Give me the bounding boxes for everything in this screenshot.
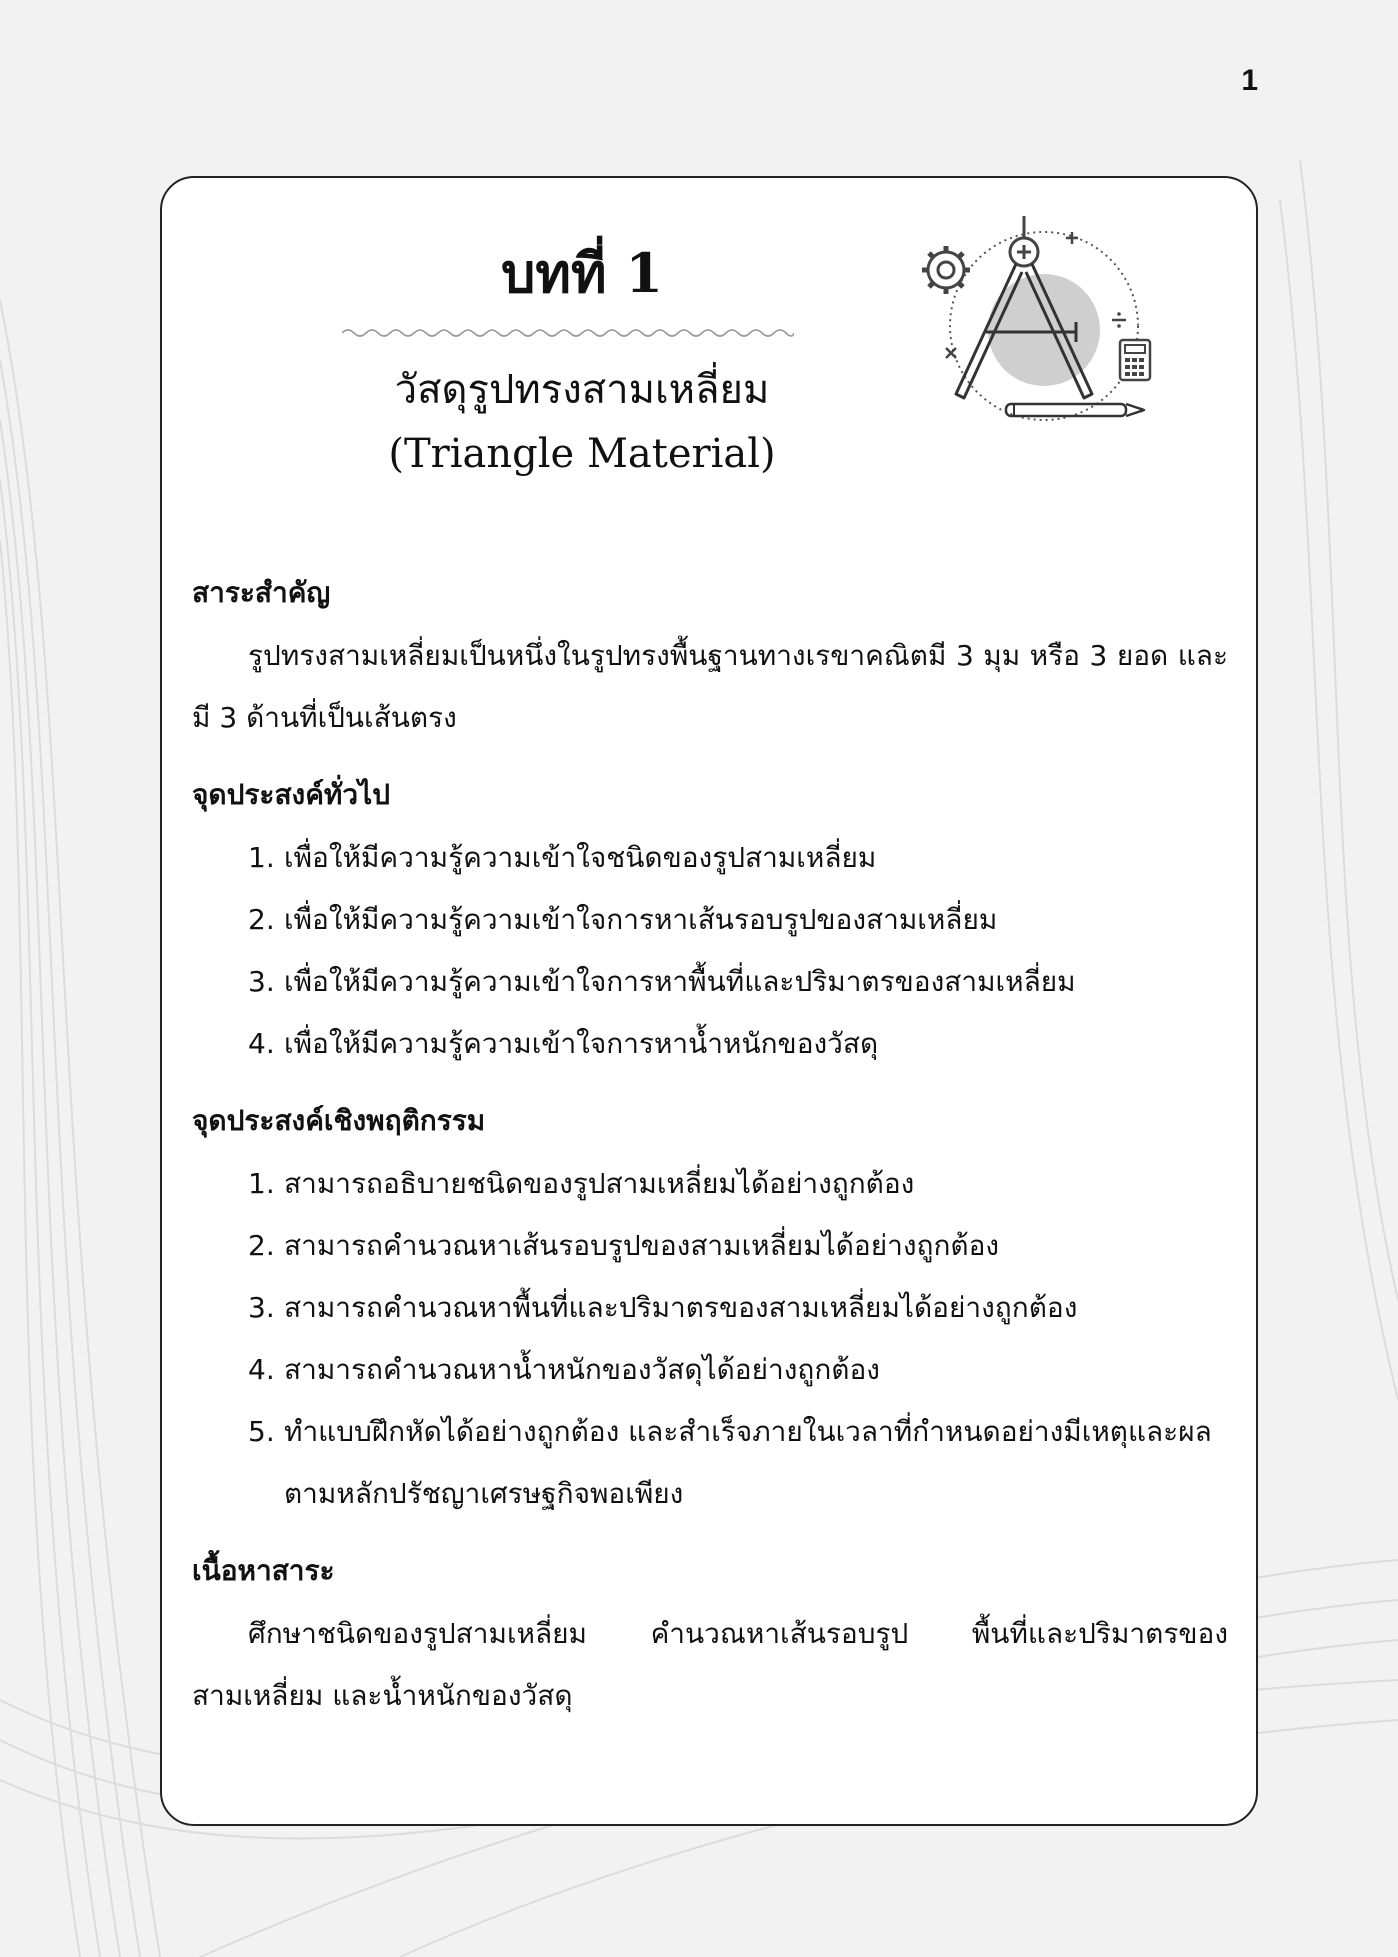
item-text: สามารถคำนวณหาพื้นที่และปริมาตรของสามเหลี่ยมได้อย่างถูกต้อง bbox=[284, 1291, 1078, 1324]
list-item bbox=[192, 951, 1228, 1013]
item-number: 1. bbox=[248, 841, 275, 874]
item-number: 4. bbox=[248, 1027, 275, 1060]
item-number: 3. bbox=[248, 1291, 275, 1324]
general-objectives-list bbox=[192, 827, 1228, 1075]
item-number: 4. bbox=[248, 1353, 275, 1386]
behavioral-objectives-list bbox=[192, 1153, 1228, 1525]
list-item bbox=[192, 889, 1228, 951]
item-number: 2. bbox=[248, 903, 275, 936]
item-text: เพื่อให้มีความรู้ความเข้าใจชนิดของรูปสามเหลี่ยม bbox=[284, 841, 877, 874]
general-objectives-section bbox=[192, 775, 1228, 1075]
list-item bbox=[192, 827, 1228, 889]
item-text: เพื่อให้มีความรู้ความเข้าใจการหาน้ำหนักของวัสดุ bbox=[284, 1027, 879, 1060]
item-text: สามารถคำนวณหาเส้นรอบรูปของสามเหลี่ยมได้อย่างถูกต้อง bbox=[284, 1229, 1000, 1262]
subtitle-thai: วัสดุรูปทรงสามเหลี่ยม bbox=[394, 367, 770, 413]
wavy-divider bbox=[342, 326, 794, 340]
subtitle-english: (Triangle Material) bbox=[388, 431, 776, 477]
essence-section bbox=[192, 573, 1228, 749]
essence-heading: สาระสำคัญ bbox=[192, 576, 331, 609]
list-item bbox=[192, 1013, 1228, 1075]
chapter-card bbox=[160, 176, 1258, 1826]
item-text: ทำแบบฝึกหัดได้อย่างถูกต้อง และสำเร็จภายในเวลาที่กำหนดอย่างมีเหตุและผลตามหลักปรัชญาเศรษฐกิจพอเพียง bbox=[284, 1415, 1212, 1510]
list-item bbox=[192, 1339, 1228, 1401]
essence-text: รูปทรงสามเหลี่ยมเป็นหนึ่งในรูปทรงพื้นฐานทางเรขาคณิตมี 3 มุม หรือ 3 ยอด และมี 3 ด้านที่เป็นเส้นตรง bbox=[192, 639, 1228, 734]
list-item bbox=[192, 1401, 1228, 1525]
content-text: ศึกษาชนิดของรูปสามเหลี่ยม คำนวณหาเส้นรอบรูป พื้นที่และปริมาตรของสามเหลี่ยม และน้ำหนักของวัสดุ bbox=[192, 1617, 1228, 1712]
general-objectives-heading: จุดประสงค์ทั่วไป bbox=[192, 778, 390, 811]
item-number: 3. bbox=[248, 965, 275, 998]
page-number: 1 bbox=[1241, 64, 1258, 97]
item-text: สามารถคำนวณหาน้ำหนักของวัสดุได้อย่างถูกต้อง bbox=[284, 1353, 880, 1386]
item-text: สามารถอธิบายชนิดของรูปสามเหลี่ยมได้อย่างถูกต้อง bbox=[284, 1167, 915, 1200]
content-heading: เนื้อหาสาระ bbox=[192, 1554, 335, 1587]
chapter-content bbox=[192, 573, 1228, 1753]
behavioral-objectives-heading: จุดประสงค์เชิงพฤติกรรม bbox=[192, 1104, 486, 1137]
list-item bbox=[192, 1277, 1228, 1339]
content-section bbox=[192, 1551, 1228, 1727]
item-number: 5. bbox=[248, 1415, 275, 1448]
item-number: 1. bbox=[248, 1167, 275, 1200]
chapter-title: บทที่ 1 bbox=[501, 241, 663, 305]
item-text: เพื่อให้มีความรู้ความเข้าใจการหาเส้นรอบรูปของสามเหลี่ยม bbox=[284, 903, 998, 936]
item-text: เพื่อให้มีความรู้ความเข้าใจการหาพื้นที่และปริมาตรของสามเหลี่ยม bbox=[284, 965, 1076, 998]
item-number: 2. bbox=[248, 1229, 275, 1262]
list-item bbox=[192, 1153, 1228, 1215]
compass-geometry-icon bbox=[916, 208, 1176, 448]
behavioral-objectives-section bbox=[192, 1101, 1228, 1525]
chapter-subtitle bbox=[312, 358, 852, 486]
list-item bbox=[192, 1215, 1228, 1277]
